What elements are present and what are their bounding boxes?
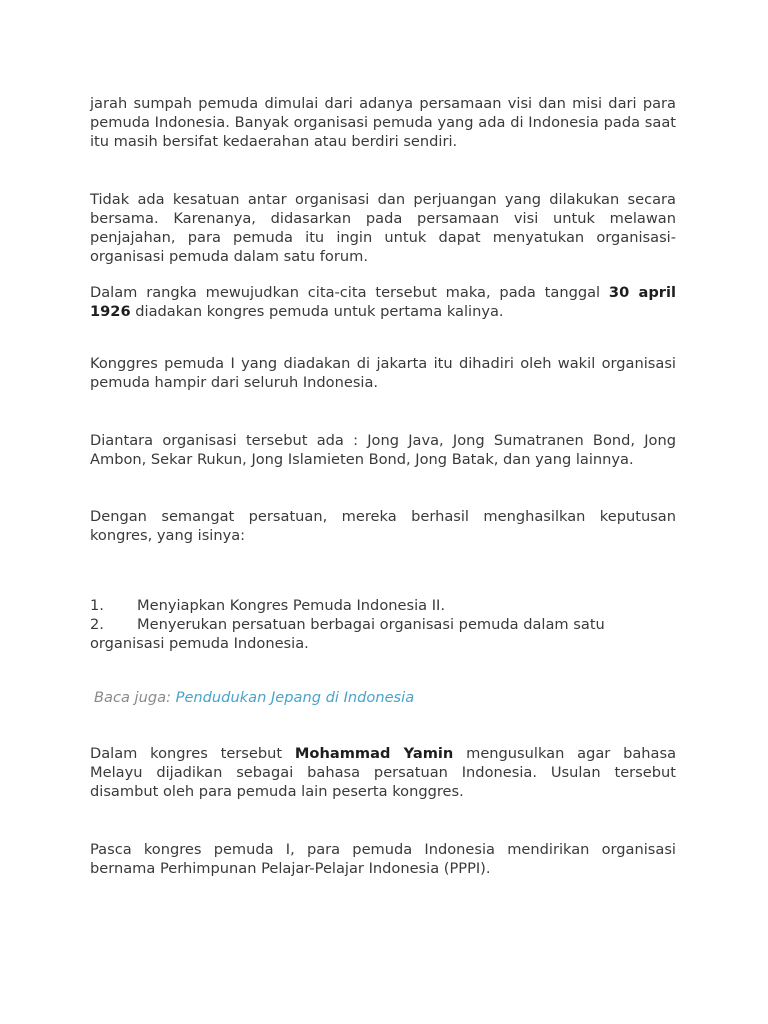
paragraph-yamin-pre: Dalam kongres tersebut <box>90 745 295 762</box>
list-item <box>90 596 676 615</box>
congress-date: 30 april 1926 <box>90 284 676 320</box>
paragraph-pppi <box>90 840 676 878</box>
list-item-number: 1. <box>90 597 104 614</box>
decision-list <box>90 596 676 653</box>
paragraph-congress-attendance-text: Konggres pemuda I yang diadakan di jakarta itu dihadiri oleh wakil organisasi pemuda hampir dari seluruh Indonesia. <box>90 355 676 391</box>
paragraph-unity-text: Tidak ada kesatuan antar organisasi dan perjuangan yang dilakukan secara bersama. Karenanya, didasarkan pada persamaan visi untuk melawan penjajahan, para pemuda itu ingin untuk dapat menyatukan organisasi-organisasi pemuda dalam satu forum. <box>90 191 676 265</box>
person-name: Mohammad Yamin <box>294 745 454 762</box>
read-also-label: Baca juga: <box>94 689 176 706</box>
paragraph-congress-attendance <box>90 354 676 392</box>
read-also-link[interactable]: Pendudukan Jepang di Indonesia <box>175 689 415 706</box>
paragraph-organizations <box>90 431 676 469</box>
paragraph-decision-intro-text: Dengan semangat persatuan, mereka berhasil menghasilkan keputusan kongres, yang isinya: <box>90 508 676 544</box>
paragraph-congress-date-post: diadakan kongres pemuda untuk pertama kalinya. <box>130 303 504 320</box>
paragraph-decision-intro <box>90 507 676 545</box>
paragraph-organizations-text: Diantara organisasi tersebut ada : Jong Java, Jong Sumatranen Bond, Jong Ambon, Sekar Rukun, Jong Islamieten Bond, Jong Batak, dan yang lainnya. <box>90 432 676 468</box>
paragraph-pppi-text: Pasca kongres pemuda I, para pemuda Indonesia mendirikan organisasi bernama Perhimpunan Pelajar-Pelajar Indonesia (PPPI). <box>90 841 676 877</box>
paragraph-unity <box>90 190 676 266</box>
read-also <box>90 688 676 707</box>
paragraph-congress-date <box>90 283 676 321</box>
list-item <box>90 615 676 653</box>
paragraph-intro <box>90 94 676 151</box>
list-item-text: Menyerukan persatuan berbagai organisasi pemuda dalam satu organisasi pemuda Indonesia. <box>90 616 605 652</box>
list-item-text: Menyiapkan Kongres Pemuda Indonesia II. <box>137 597 445 614</box>
paragraph-yamin-post: mengusulkan agar bahasa Melayu dijadikan sebagai bahasa persatuan Indonesia. Usulan tersebut disambut oleh para pemuda lain peserta konggres. <box>90 745 677 800</box>
paragraph-yamin <box>90 744 676 801</box>
article-body <box>90 94 676 878</box>
paragraph-congress-date-pre: Dalam rangka mewujudkan cita-cita tersebut maka, pada tanggal <box>90 284 609 301</box>
paragraph-intro-text: jarah sumpah pemuda dimulai dari adanya persamaan visi dan misi dari para pemuda Indonesia. Banyak organisasi pemuda yang ada di Indonesia pada saat itu masih bersifat kedaerahan atau berdiri sendiri. <box>90 95 676 150</box>
list-item-number: 2. <box>90 616 104 633</box>
